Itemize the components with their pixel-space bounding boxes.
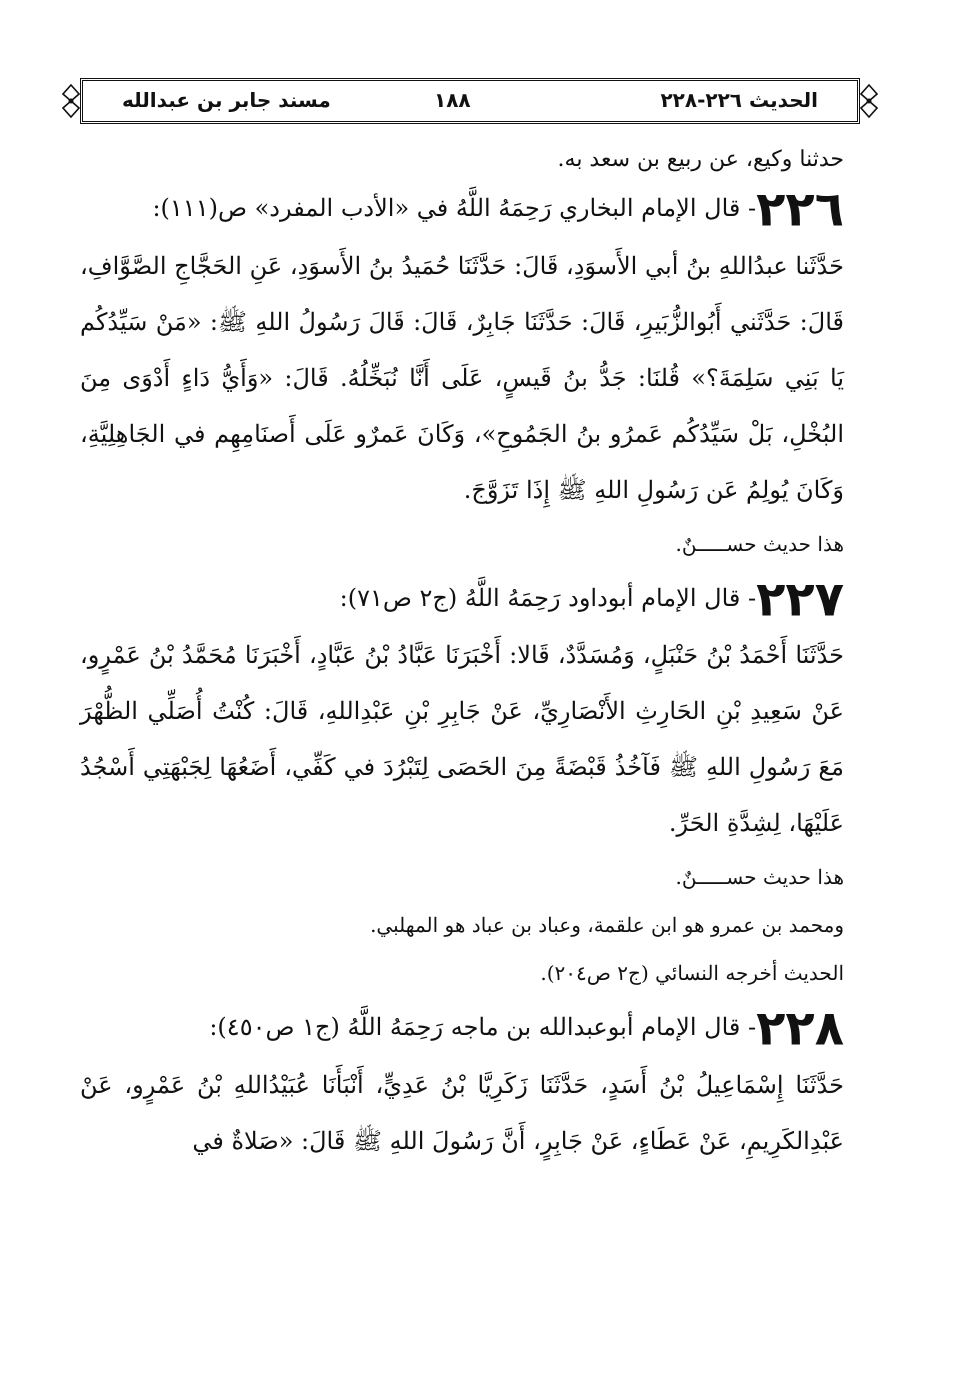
- hadith-grade: هذا حديث حســـــنٌ.: [675, 531, 844, 556]
- hadith-text: حَدَّثَنَا أَحْمَدُ بْنُ حَنْبَلٍ، وَمُسَدَّدٌ، قَالا: أَخْبَرَنَا عَبَّادُ بْنُ عَبَّادٍ، أَخْبَرَنَا مُحَمَّدُ بْنُ عَمْرٍو، عَنْ سَعِيدِ بْنِ الحَارِثِ الأَنْصَارِيِّ، عَنْ جَابِرِ بْنِ عَبْدِاللهِ، قَالَ: كُنْتُ أُصَلِّي الظُّهْرَ مَعَ رَسُولِ اللهِ ﷺ فَآخُذُ قَبْضَةً مِنَ الحَصَى لِتَبْرُدَ في كَفِّي، أَضَعُهَا لِجَبْهَتِي أَسْجُدُ عَلَيْهَا، لِشِدَّةِ الحَرِّ.: [80, 641, 845, 837]
- hadith-228-heading: [80, 999, 844, 1057]
- header-book-title: مسند جابر بن عبدالله: [122, 88, 331, 112]
- hadith-intro: - قال الإمام البخاري رَحِمَهُ اللَّهُ في «الأدب المفرد» ص(١١١):: [152, 194, 757, 222]
- hadith-number: ٢٢٨: [756, 1000, 844, 1057]
- ornament-left-icon: [62, 84, 80, 118]
- running-header: [62, 78, 878, 124]
- ornament-right-icon: [860, 84, 878, 118]
- page-body: [80, 140, 844, 1169]
- hadith-text: حَدَّثَنا عبدُاللهِ بنُ أبي الأَسوَدِ، قَالَ: حَدَّثَنَا حُمَيدُ بنُ الأَسوَدِ، عَنِ الحَجَّاجِ الصَّوَّافِ، قَالَ: حَدَّثَني أَبُوالزُّبَيرِ، قَالَ: حَدَّثَنَا جَابِرٌ، قَالَ: قَالَ رَسُولُ اللهِ ﷺ: «مَنْ سَيِّدُكُم يَا بَنِي سَلِمَةَ؟» قُلنَا: جَدُّ بنُ قَيسٍ، عَلَى أَنَّا نُبَخِّلُهُ. قَالَ: «وَأَيُّ دَاءٍ أَدْوَى مِنَ البُخْلِ، بَلْ سَيِّدُكُم عَمرُو بنُ الجَمُوحِ»، وَكَانَ عَمرٌو عَلَى أَصنَامِهِم في الجَاهِلِيَّةِ، وَكَانَ يُولِمُ عَن رَسُولِ اللهِ ﷺ إِذَا تَزَوَّجَ.: [80, 251, 844, 504]
- hadith-226-heading: [80, 180, 844, 238]
- hadith-intro: - قال الإمام أبوداود رَحِمَهُ اللَّهُ (ج٢ ص٧١):: [339, 583, 757, 612]
- hadith-number: ٢٢٧: [756, 571, 844, 627]
- hadith-intro: - قال الإمام أبوعبدالله بن ماجه رَحِمَهُ اللَّهُ (ج١ ص٤٥٠):: [209, 1013, 757, 1041]
- hadith-note: الحديث أخرجه النسائي (ج٢ ص٢٠٤).: [540, 961, 844, 985]
- hadith-number: ٢٢٦: [756, 181, 844, 238]
- hadith-227: [80, 570, 844, 996]
- hadith-228: [80, 999, 844, 1169]
- hadith-note: ومحمد بن عمرو هو ابن علقمة، وعباد بن عباد هو المهلبي.: [370, 913, 844, 937]
- hadith-227-heading: [80, 570, 844, 628]
- continuation-line: حدثنا وكيع، عن ربيع بن سعد به.: [557, 147, 844, 172]
- hadith-226: [80, 180, 844, 566]
- hadith-grade: هذا حديث حســـــنٌ.: [675, 865, 844, 889]
- hadith-text: حَدَّثَنَا إِسْمَاعِيلُ بْنُ أَسَدٍ، حَدَّثَنَا زَكَرِيَّا بْنُ عَدِيٍّ، أَنْبَأَنَا عُبَيْدُاللهِ بْنُ عَمْرٍو، عَنْ عَبْدِالكَرِيمِ، عَنْ عَطَاءٍ، عَنْ جَابِرٍ، أَنَّ رَسُولَ اللهِ ﷺ قَالَ: «صَلاةٌ في: [80, 1070, 844, 1155]
- header-hadith-range: الحديث ٢٢٦-٢٢٨: [660, 88, 818, 112]
- header-page-number: ١٨٨: [434, 88, 471, 112]
